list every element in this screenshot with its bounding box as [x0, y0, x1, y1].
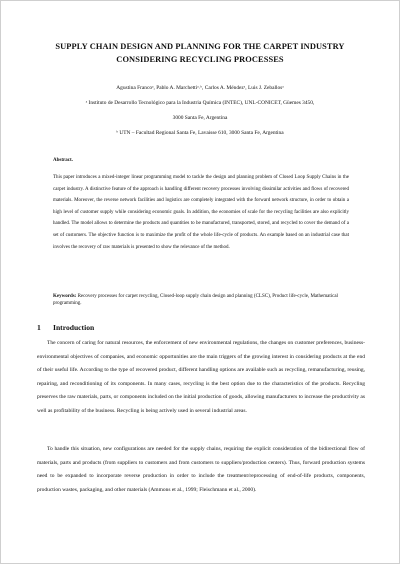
section-title: Introduction — [53, 323, 95, 332]
abstract-heading: Abstract. — [53, 158, 73, 163]
keywords-text: Recovery processes for carpet recycling, Closed-loop supply chain design and planning (CLSC), Product life-cycle, Mathematical programming. — [53, 294, 338, 306]
intro-paragraph-1: The concern of caring for natural resources, the enforcement of new environmental regulations, the changes on customer preferences, business-environmental objectives of companies, and economic opportunities are the main triggers of the growing interest in considering products at the end of their useful life. According to the type of recovered product, different handling options are available such as recycling, remanufacturing, reusing, repairing, and reconditioning of its components. In many cases, recycling is the best option due to the characteristics of the products. Recycling preserves the raw materials, parts, or components included on the initial production of goods, allowing manufacturers to increase the productivity as well as profitability of the business. Recycling is being actively used in several industrial areas. — [37, 340, 365, 414]
abstract-text: This paper introduces a mixed-integer linear programming model to tackle the design and planning problem of Closed Loop Supply Chains in the carpet industry. A distinctive feature of the approach is handling different recovery processes involving dissimilar activities and flows of recovered materials. Moreover, the reverse network facilities and logistics are completely integrated with the forward network structure, in order to obtain a high level of customer supply while considering economic goals. In addition, the economies of scale for the recycling facilities are also explicitly handled. The model allows to determine the products and quantities to be manufactured, transported, stored, and recycled to cover the demand of a set of customers. The objective function is to maximize the profit of the whole life-cycle of products. An example based on an industrial case that involves the recovery of raw materials is presented to show the relevance of the method. — [53, 175, 349, 250]
keywords — [53, 294, 349, 307]
title-line-2: CONSIDERING RECYCLING PROCESSES — [116, 55, 284, 64]
affiliation-b: ᵇ UTN – Facultad Regional Santa Fe, Lavaisse 610, 3000 Santa Fe, Argentina — [116, 130, 284, 136]
section-number: 1 — [37, 323, 41, 332]
title-line-1: SUPPLY CHAIN DESIGN AND PLANNING FOR THE CARPET INDUSTRY — [55, 42, 345, 51]
section-heading — [37, 323, 94, 332]
paper-title — [31, 40, 369, 66]
author-list: Agustina Francoᵃ, Pablo A. Marchettiᵃ˒ᵇ, Carlos A. Méndezᵃ, Luis J. Zeballosᵃ — [116, 85, 284, 91]
intro-paragraph-2: To handle this situation, new configurations are needed for the supply chains, requiring the explicit consideration of the bidirectional flow of materials, parts and products (from suppliers to customers and from customers to suppliers/production centers). Thus, forward production systems need to be expanded to incorporate reverse production in order to include the treatment/reprocessing of end-of-life products, components, production wastes, packaging, and other materials (Ammons et al., 1999; Fleischmann et al., 2000). — [37, 446, 365, 493]
keywords-label: Keywords: — [53, 294, 77, 299]
affiliation-a-line-1: ᵃ Instituto de Desarrollo Tecnológico para la Industria Química (INTEC), UNL-CONICET, Güemes 3450, — [85, 100, 315, 106]
affiliation-a-line-2: 3000 Santa Fe, Argentina — [172, 115, 228, 121]
